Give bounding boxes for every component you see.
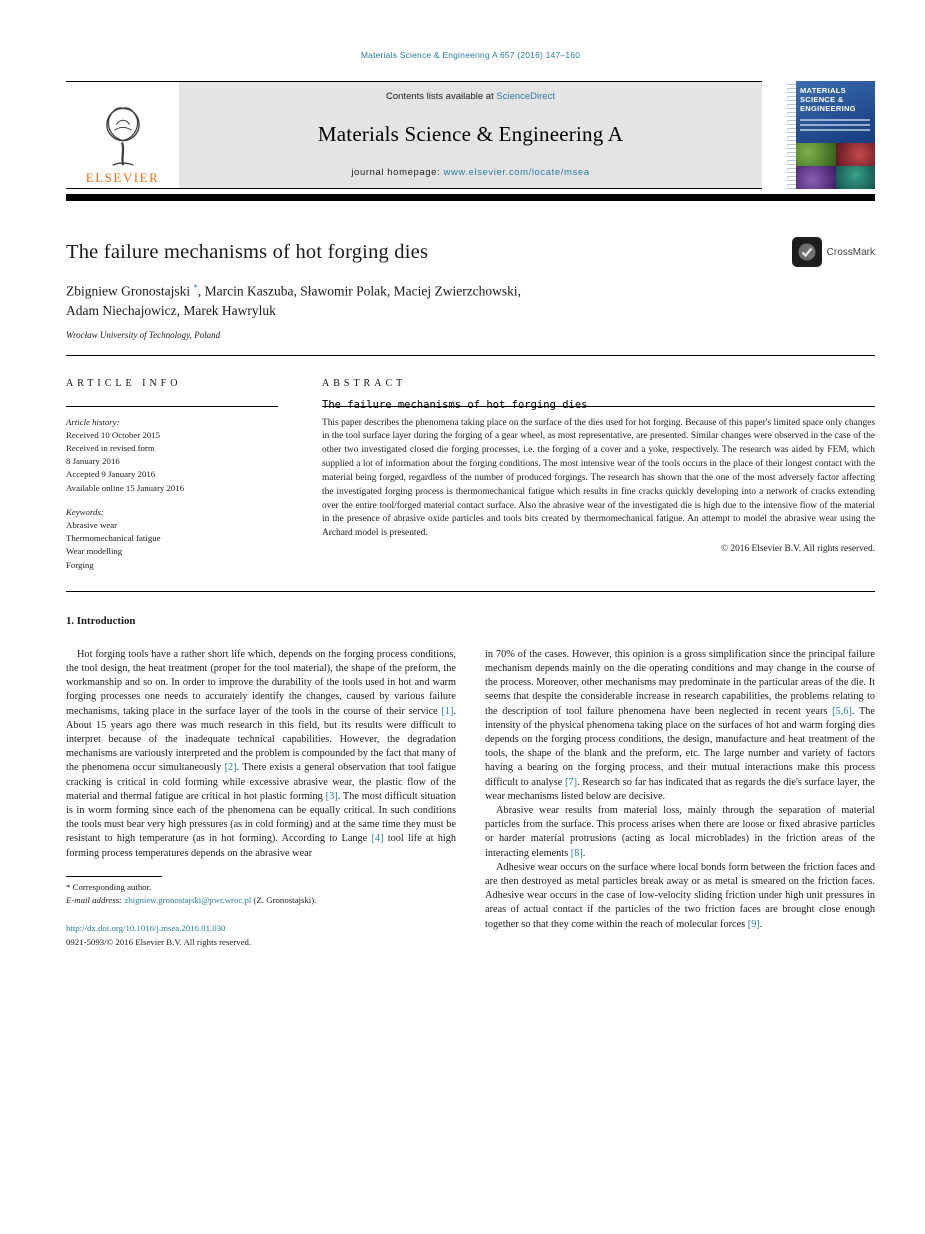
inline-link[interactable]: * [193, 282, 198, 292]
keyword-item: Wear modelling [66, 546, 123, 557]
abstract-heading: ABSTRACT [322, 377, 407, 389]
inline-link[interactable]: [3] [325, 790, 338, 802]
doi-link[interactable]: http://dx.doi.org/10.1016/j.msea.2016.01.030 [66, 923, 226, 934]
inline-link[interactable]: [4] [371, 833, 384, 845]
intro-paragraph-1: Hot forging tools have a rather short life which, depends on the forging process conditions, the tool design, the heat treatment (proper for the tool material), the shape of the preform, the workmanship and so on. In order to improve the durability of the tools used in hot and warm forging processes one needs to accurately identify the changes, caused by various failure mechanisms, taking place in the surface layer of the tools in the course of their service [1]. About 15 years ago there was much research in this field, but its results were difficult to interpret because of the inadequate technical capabilities. However, the degradation mechanisms are variously interpreted and the problem is compounded by the fact that many of the phenomena occur simultaneously [2]. There exists a general observation that tool fatigue cracking is critical in cold forming while excessive abrasive wear, the plastic flow of the material and thermal fatigue are critical in hot plastic forming [3]. The most difficult situation is in worm forming since each of the phenomena can be equally critical. In such conditions the tools must bear very high pressures (as in cold forming) and at the same time they must be resistant to high temperature (as in hot forming). According to Lange [4] tool life at high forming process temperatures depends on the abrasive wear [66, 648, 457, 859]
title-block [66, 241, 875, 340]
journal-masthead [179, 81, 762, 189]
journal-header-band [66, 81, 875, 189]
contents-lists-line: Contents lists available at ScienceDirect [386, 91, 555, 102]
header-thick-rule [66, 194, 875, 201]
article-title: The failure mechanisms of hot forging dies [66, 241, 429, 263]
history-item: Received 10 October 2015 [66, 429, 161, 440]
email-address-line: E-mail address: zbigniew.gronostajski@pwr.wroc.pl (Z. Gronostajski). [66, 894, 317, 905]
cover-left-strip [787, 81, 796, 189]
article-info-heading: ARTICLE INFO [66, 377, 182, 389]
section-heading-introduction: 1. Introduction [66, 614, 136, 627]
inline-link[interactable]: [2] [224, 762, 237, 774]
keyword-item: Forging [66, 559, 94, 570]
cover-micrograph-tiles [796, 143, 875, 189]
issn-copyright-line: 0921-5093/© 2016 Elsevier B.V. All rights reserved. [66, 937, 252, 948]
authors-line [66, 281, 875, 321]
doi-block [66, 921, 456, 949]
rule-below-abstract [66, 591, 875, 592]
journal-homepage-line: journal homepage: www.elsevier.com/locate/msea [351, 167, 590, 178]
body-right-column [485, 648, 875, 950]
inline-link[interactable]: zbigniew.gronostajski@pwr.wroc.pl [124, 894, 252, 905]
top-citation-link[interactable]: Materials Science & Engineering A 657 (2016) 147–160 [360, 50, 581, 60]
affiliation: Wrocław University of Technology, Poland [66, 329, 221, 340]
abstract-title-overlay: The failure mechanisms of hot forging dies [322, 398, 588, 411]
journal-title: Materials Science & Engineering A [317, 122, 624, 146]
elsevier-tree-icon [93, 99, 153, 169]
history-item: Available online 15 January 2016 [66, 482, 185, 493]
cover-title-text: MATERIALS SCIENCE & ENGINEERING [800, 86, 856, 113]
authors-line-2: Adam Niechajowicz, Marek Hawryluk [66, 303, 276, 319]
history-item: Accepted 9 January 2016 [66, 469, 156, 480]
intro-paragraph-2: in 70% of the cases. However, this opinion is a gross simplification since the principal failure mechanism depends mainly on the die operating conditions and may change in the course of the process. Moreover, other mechanisms may predominate in the particular areas of the die. It seems that despite the considerable increase in research capabilities, the problems relating to the description of tool failure phenomena have been neglected in recent years [5,6]. The intensity of the physical phenomena taking place on the surfaces of hot and warm forging dies depends on the forging process conditions, the design, manufacture and heat treatment of the tools, the shape of the blank and the preform, etc. The large number and variety of factors having a bearing on the forging process, and their mutual interactions make this process difficult to analyse [7]. Research so far has indicated that as regards the die's surface layer, the wear mechanisms listed below are decisive. [485, 648, 875, 802]
keywords-label: Keywords: [66, 506, 104, 517]
inline-link[interactable]: [9] [747, 918, 760, 930]
inline-link[interactable]: www.elsevier.com/locate/msea [443, 167, 590, 178]
inline-link[interactable]: [5,6] [832, 705, 852, 717]
authors-line-1: Zbigniew Gronostajski *, Marcin Kaszuba, Sławomir Polak, Maciej Zwierzchowski, [66, 282, 522, 299]
footnote-rule [66, 876, 162, 877]
body-columns [66, 648, 875, 950]
elsevier-logo [66, 81, 179, 189]
intro-paragraph-4: Adhesive wear occurs on the surface where local bonds form between the friction faces and are then destroyed as metal particles break away or as metal is smeared on the friction faces. Adhesive wear occurs in the case of low-velocity sliding friction under high unit pressures in areas of actual contact if the particles of the two friction faces are brought close enough together so that they come within the reach of molecular forces [9]. [485, 861, 875, 930]
inline-link[interactable]: [7] [565, 776, 578, 788]
corresponding-author-note: * Corresponding author. [66, 881, 152, 892]
crossmark-badge[interactable] [792, 237, 875, 267]
inline-link[interactable]: [1] [441, 705, 454, 717]
inline-link[interactable]: [8] [570, 847, 583, 859]
crossmark-icon [792, 237, 822, 267]
cover-decorative-lines [800, 119, 870, 134]
footnote-block [66, 876, 456, 907]
body-left-column [66, 648, 456, 950]
abstract-copyright: © 2016 Elsevier B.V. All rights reserved. [720, 543, 875, 554]
crossmark-label: CrossMark [826, 246, 875, 258]
history-item: 8 January 2016 [66, 456, 120, 467]
elsevier-wordmark: ELSEVIER [85, 170, 160, 185]
history-item: Received in revised form [66, 443, 155, 453]
inline-link[interactable]: ScienceDirect [496, 91, 555, 102]
keyword-item: Abrasive wear [66, 519, 118, 530]
abstract-text: This paper describes the phenomena taking place on the surface of the dies used for hot forging. Because of this paper's limited space only changes in the tool surface layer during the forging of a gear wheel, as most representative, are presented. Similar changes were observed in the case of the other two investigated closed die forging processes, i.e. the forging of a cover and a yoke, respectively. The research was aided by FEM, which supplied a lot of information about the forging conditions. The most intensive wear of the tools occurs in the place of their longest contact with the material being forged, regardless of the number of produced forgings. The research has shown that the one of the most adversely factor affecting the investigated forging process is thermomechanical fatigue which results in fine cracks quickly developing into a network of cracks extending over the entire tool/forged material contact surface. Also the abrasive wear of the investigated die is high due to the intensive flow of the material in the presence of abrasive oxide particles and tools bits created by thermomechanical fatigue. An attempt to model the abrasive wear using the Archard model is presented. [322, 417, 875, 539]
journal-cover-thumbnail [787, 81, 875, 189]
rule-above-info [66, 355, 875, 356]
keyword-item: Thermomechanical fatigue [66, 533, 161, 544]
info-abstract-section [66, 373, 875, 572]
article-history-label: Article history: [66, 416, 120, 427]
abstract-column [322, 373, 875, 572]
intro-paragraph-3: Abrasive wear results from material loss, mainly through the separation of material particles from the surface. This process arises when there are loose or fixed abrasive particles or harder material protrusions (acting as local microblades) in the friction areas of the interacting elements [8]. [485, 804, 875, 859]
article-info-column [66, 373, 278, 572]
